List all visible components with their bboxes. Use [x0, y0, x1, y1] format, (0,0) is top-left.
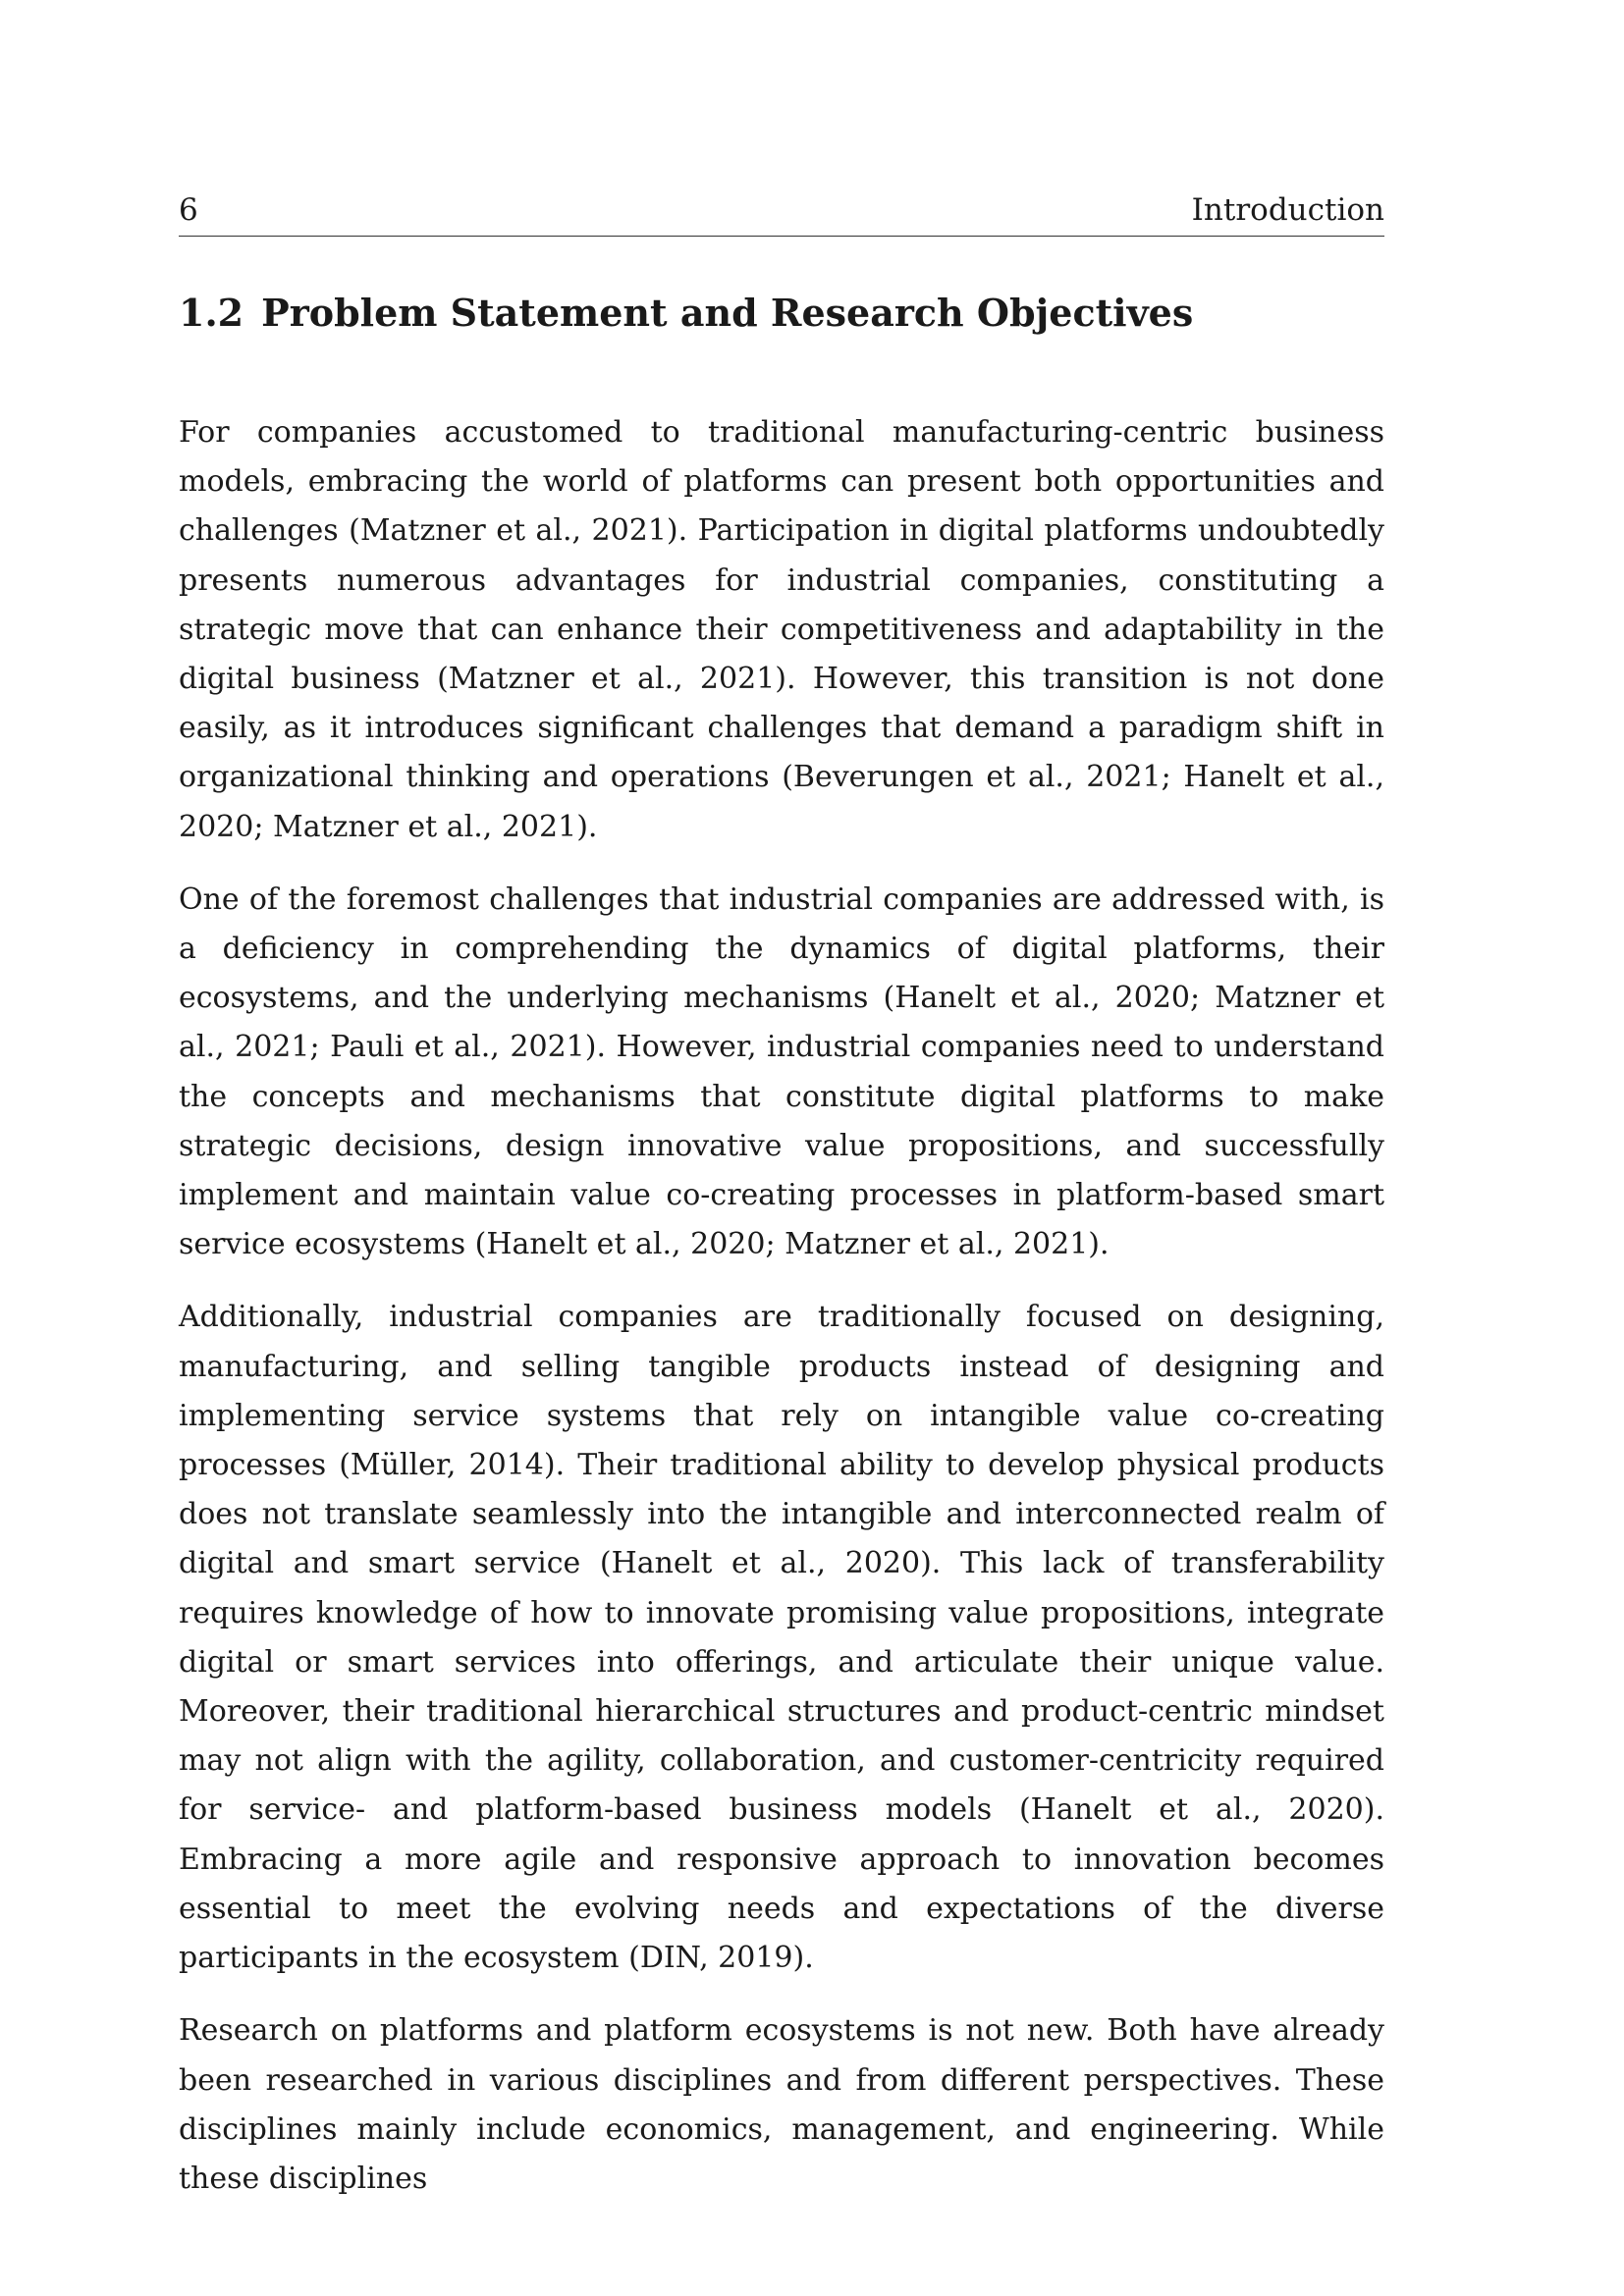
paragraph-4: Research on platforms and platform ecosystems is not new. Both have already been researched in various disciplines and from different perspectives. These disciplines mainly include economics, management, and engineering. While these disciplines: [179, 2013, 1384, 2196]
section-number: 1.2: [179, 291, 244, 335]
body-text: [179, 408, 1384, 2227]
paragraph-1: For companies accustomed to traditional manufacturing-centric business models, embracing the world of platforms can present both opportunities and challenges (Matzner et al., 2021). Participation in digital platforms undoubtedly presents numerous advantages for industrial companies, constituting a strategic move that can enhance their competitiveness and adaptability in the digital business (Matzner et al., 2021). However, this transition is not done easily, as it introduces significant challenges that demand a paradigm shift in organizational thinking and operations (Beverungen et al., 2021; Hanelt et al., 2020; Matzner et al., 2021).: [179, 415, 1384, 844]
paragraph-2: One of the foremost challenges that industrial companies are addressed with, is a deficiency in comprehending the dynamics of digital platforms, their ecosystems, and the underlying mechanisms (Hanelt et al., 2020; Matzner et al., 2021; Pauli et al., 2021). However, industrial companies need to understand the concepts and mechanisms that constitute digital platforms to make strategic decisions, design innovative value propositions, and successfully implement and maintain value co-creating processes in platform-based smart service ecosystems (Hanelt et al., 2020; Matzner et al., 2021).: [179, 881, 1384, 1262]
page-header: [179, 192, 1384, 237]
paragraph-3: Additionally, industrial companies are traditionally focused on designing, manufacturing, and selling tangible products instead of designing and implementing service systems that rely on intangible value co-creating processes (Müller, 2014). Their traditional ability to develop physical products does not translate seamlessly into the intangible and interconnected realm of digital and smart service (Hanelt et al., 2020). This lack of transferability requires knowledge of how to innovate promising value propositions, integrate digital or smart services into offerings, and articulate their unique value. Moreover, their traditional hierarchical structures and product-centric mindset may not align with the agility, collaboration, and customer-centricity required for service- and platform-based business models (Hanelt et al., 2020). Embracing a more agile and responsive approach to innovation becomes essential to meet the evolving needs and expectations of the diverse participants in the ecosystem (DIN, 2019).: [179, 1300, 1384, 1976]
section-heading: [179, 291, 1193, 335]
page-number: 6: [179, 192, 198, 228]
section-title: Problem Statement and Research Objectives: [261, 291, 1194, 335]
running-title: Introduction: [1191, 192, 1384, 228]
